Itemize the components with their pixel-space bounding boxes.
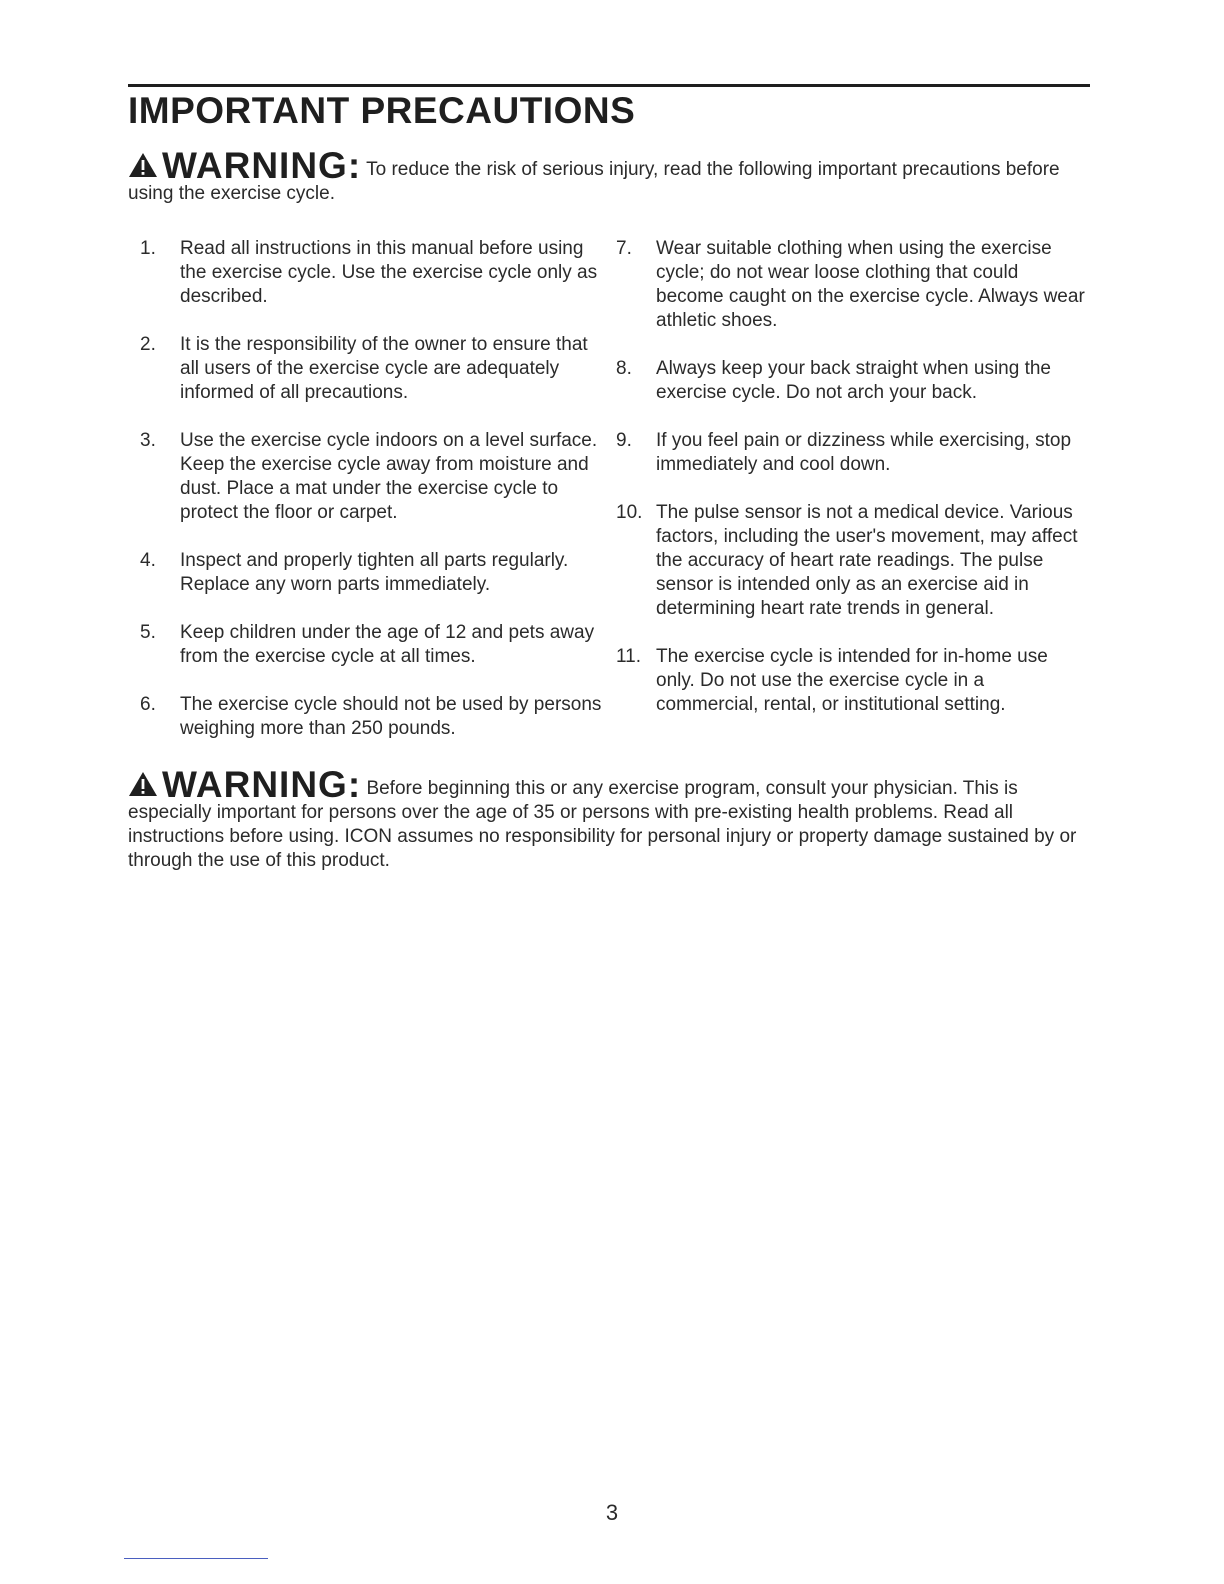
list-item (140, 237, 610, 309)
item-text: Keep children under the age of 12 and pets away from the exercise cycle at all times. (180, 622, 595, 667)
list-item (140, 333, 610, 405)
warning-text: To reduce the risk of serious injury, read the following important precautions before using the exercise cycle. (128, 159, 1060, 204)
warning-text: Before beginning this or any exercise program, consult your physician. This is especially important for persons over the age of 35 or persons with pre-existing health problems. Read all instructions before using. ICON assumes no responsibility for personal injury or property damage sustained by or through the use of this product. (128, 778, 1077, 871)
precautions-left-column (140, 237, 610, 741)
list-item (616, 429, 1086, 477)
item-text: Inspect and properly tighten all parts regularly. Replace any worn parts immediately. (180, 550, 569, 595)
item-number: 3. (140, 430, 156, 451)
precautions-right-column (616, 237, 1086, 717)
list-item (616, 501, 1086, 621)
item-text: Read all instructions in this manual before using the exercise cycle. Use the exercise cycle only as described. (180, 238, 598, 307)
page-number: 3 (605, 1500, 619, 1525)
item-text: The exercise cycle is intended for in-home use only. Do not use the exercise cycle in a commercial, rental, or institutional setting. (656, 646, 1048, 715)
item-number: 5. (140, 622, 156, 643)
item-text: Always keep your back straight when using the exercise cycle. Do not arch your back. (656, 358, 1051, 403)
item-number: 9. (616, 430, 632, 451)
item-text: Use the exercise cycle indoors on a level surface. Keep the exercise cycle away from moisture and dust. Place a mat under the exercise cycle to protect the floor or carpet. (180, 430, 598, 523)
item-number: 7. (616, 238, 632, 259)
list-item (616, 237, 1086, 333)
header-rule (128, 84, 1090, 87)
item-text: The exercise cycle should not be used by persons weighing more than 250 pounds. (180, 694, 602, 739)
warning-label: WARNING: (162, 145, 362, 186)
item-number: 4. (140, 550, 156, 571)
list-item (140, 621, 610, 669)
item-number: 10. (616, 502, 643, 523)
item-text: If you feel pain or dizziness while exercising, stop immediately and cool down. (656, 430, 1072, 475)
page-title: IMPORTANT PRECAUTIONS (128, 90, 636, 131)
item-number: 11. (616, 646, 642, 667)
item-text: The pulse sensor is not a medical device. Various factors, including the user's movement, may affect the accuracy of heart rate readings. The pulse sensor is intended only as an exercise aid in determining heart rate trends in general. (656, 502, 1078, 619)
list-item (616, 645, 1086, 717)
footer-line (124, 1558, 268, 1559)
item-number: 2. (140, 334, 156, 355)
warning-top (128, 145, 1096, 206)
list-item (140, 693, 610, 741)
item-number: 1. (140, 238, 156, 259)
item-number: 6. (140, 694, 156, 715)
warning-bottom (128, 764, 1096, 873)
warning-triangle-icon (128, 771, 158, 797)
warning-label: WARNING: (162, 764, 362, 805)
list-item (616, 357, 1086, 405)
item-text: It is the responsibility of the owner to ensure that all users of the exercise cycle are adequately informed of all precautions. (180, 334, 588, 403)
list-item (140, 549, 610, 597)
item-number: 8. (616, 358, 632, 379)
item-text: Wear suitable clothing when using the exercise cycle; do not wear loose clothing that could become caught on the exercise cycle. Always wear athletic shoes. (656, 238, 1085, 331)
warning-triangle-icon (128, 152, 158, 178)
list-item (140, 429, 610, 525)
